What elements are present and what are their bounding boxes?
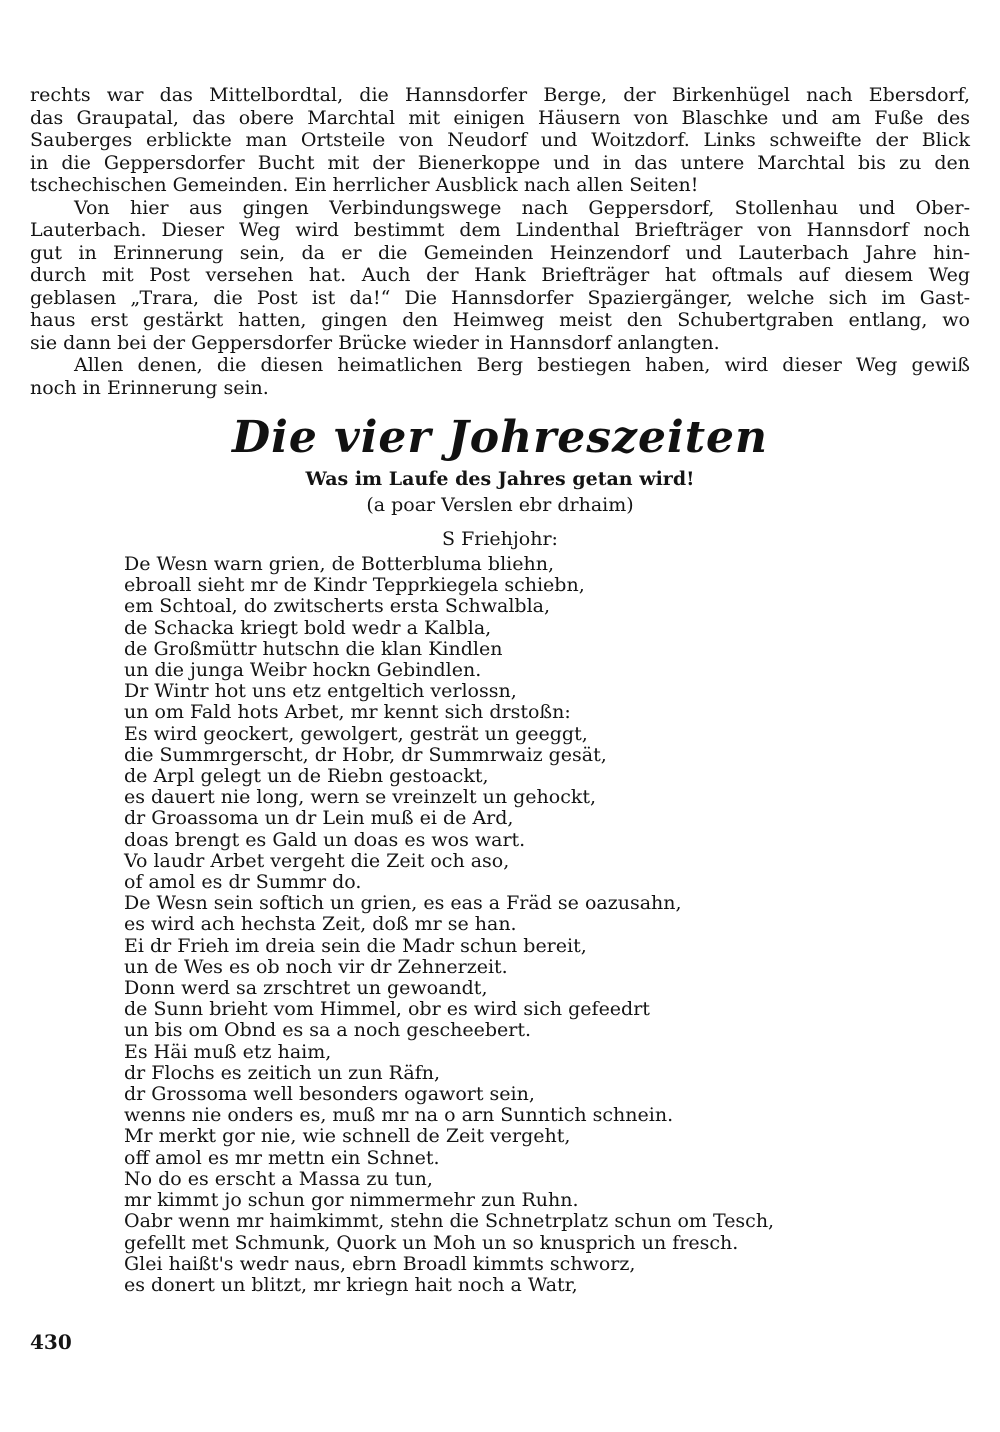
poem-line: Oabr wenn mr haimkimmt, stehn die Schnetrplatz schun om Tesch, bbox=[124, 1210, 775, 1233]
poem-line: De Wesn sein softich un grien, es eas a Fräd se oazusahn, bbox=[124, 892, 682, 915]
poem-line: Es Häi muß etz haim, bbox=[124, 1040, 332, 1063]
poem-line: wenns nie onders es, muß mr na o arn Sunntich schnein. bbox=[124, 1104, 674, 1127]
text-line: durch mit Post versehen hat. Auch der Hank Briefträger hat oftmals auf diesem Weg bbox=[30, 264, 970, 286]
poem-line: de Großmüttr hutschn die klan Kindlen bbox=[124, 637, 503, 660]
poem-title: Die vier Johreszeiten bbox=[231, 412, 769, 463]
paragraph-2 bbox=[30, 197, 970, 355]
poem-line: No do es erscht a Massa zu tun, bbox=[124, 1167, 433, 1190]
poem-line: dr Grossoma well besonders ogawort sein, bbox=[124, 1083, 535, 1106]
poem-line: es dauert nie long, wern se vreinzelt un gehockt, bbox=[124, 786, 597, 809]
poem-line: doas brengt es Gald un doas es wos wart. bbox=[124, 828, 526, 851]
poem-line: ebroall sieht mr de Kindr Tepprkiegela schiebn, bbox=[124, 574, 585, 597]
text-line: tschechischen Gemeinden. Ein herrlicher Ausblick nach allen Seiten! bbox=[30, 174, 699, 196]
poem-subtitle: Was im Laufe des Jahres getan wird! bbox=[305, 468, 695, 490]
poem-line: of amol es dr Summr do. bbox=[124, 871, 362, 894]
poem-line: un die junga Weibr hockn Gebindlen. bbox=[124, 659, 482, 682]
text-line: Allen denen, die diesen heimatlichen Berg bestiegen haben, wird dieser Weg gewiß bbox=[74, 354, 970, 376]
poem-line: De Wesn warn grien, de Botterbluma bliehn, bbox=[124, 553, 554, 575]
text-line: gut in Erinnerung sein, da er die Gemeinden Heinzendorf und Lauterbach Jahre hin- bbox=[30, 241, 970, 264]
poem-line: em Schtoal, do zwitscherts ersta Schwalbla, bbox=[124, 595, 551, 618]
text-line: haus erst gestärkt hatten, gingen den Heimweg meist den Schubertgraben entlang, wo bbox=[30, 309, 970, 331]
poem-line: Vo laudr Arbet vergeht die Zeit och aso, bbox=[124, 849, 510, 872]
poem-line: off amol es mr mettn ein Schnet. bbox=[124, 1146, 440, 1169]
text-line: rechts war das Mittelbordtal, die Hannsdorfer Berge, der Birkenhügel nach Ebersdorf, bbox=[30, 84, 970, 106]
poem-line: de Schacka kriegt bold wedr a Kalbla, bbox=[124, 616, 492, 639]
season-heading: S Friehjohr: bbox=[442, 528, 558, 550]
text-line: Lauterbach. Dieser Weg wird bestimmt dem Lindenthal Briefträger von Hannsdorf noch bbox=[30, 219, 970, 241]
poem-line: Donn werd sa zrschtret un gewoandt, bbox=[124, 977, 488, 1000]
poem-line: de Arpl gelegt un de Riebn gestoackt, bbox=[124, 765, 489, 788]
text-line: das Graupatal, das obere Marchtal mit einigen Häusern von Blaschke und am Fuße des bbox=[30, 106, 970, 129]
poem-line: de Sunn brieht vom Himmel, obr es wird sich gefeedrt bbox=[124, 998, 650, 1021]
text-line: noch in Erinnerung sein. bbox=[30, 376, 269, 399]
poem-line: die Summrgerscht, dr Hobr, dr Summrwaiz gesät, bbox=[124, 743, 607, 766]
poem-line: Mr merkt gor nie, wie schnell de Zeit vergeht, bbox=[124, 1125, 571, 1148]
paragraph-3 bbox=[30, 354, 970, 399]
text-line: in die Geppersdorfer Bucht mit der Bienerkoppe und in das untere Marchtal bis zu den bbox=[30, 151, 970, 174]
text-line: Von hier aus gingen Verbindungswege nach Geppersdorf, Stollenhau und Ober- bbox=[74, 196, 970, 219]
poem-line: Es wird geockert, gewolgert, gesträt un geeggt, bbox=[124, 722, 588, 745]
poem-line: gefellt met Schmunk, Quork un Moh un so knusprich un fresch. bbox=[124, 1231, 739, 1254]
prose-block bbox=[30, 84, 970, 399]
poem-line: es wird ach hechsta Zeit, doß mr se han. bbox=[124, 913, 517, 936]
text-line: Sauberges erblickte man Ortsteile von Neudorf und Woitzdorf. Links schweifte der Blick bbox=[30, 129, 970, 151]
paragraph-1 bbox=[30, 84, 970, 197]
poem-line: un bis om Obnd es sa a noch gescheebert. bbox=[124, 1019, 532, 1042]
poem-line: es donert un blitzt, mr kriegn hait noch a Watr, bbox=[124, 1273, 578, 1296]
text-line: geblasen „Trara, die Post ist da!“ Die Hannsdorfer Spaziergänger, welche sich im Gast- bbox=[30, 286, 970, 309]
poem-line: Glei haißt's wedr naus, ebrn Broadl kimmts schworz, bbox=[124, 1252, 636, 1275]
page-number: 430 bbox=[30, 1330, 72, 1354]
poem-line: Ei dr Frieh im dreia sein die Madr schun bereit, bbox=[124, 934, 587, 957]
poem-line: mr kimmt jo schun gor nimmermehr zun Ruhn. bbox=[124, 1189, 579, 1212]
poem-line: un om Fald hots Arbet, mr kennt sich drstoßn: bbox=[124, 701, 571, 724]
poem-line: un de Wes es ob noch vir dr Zehnerzeit. bbox=[124, 955, 508, 978]
poem-body bbox=[124, 554, 884, 1296]
text-line: sie dann bei der Geppersdorfer Brücke wieder in Hannsdorf anlangten. bbox=[30, 331, 720, 354]
poem-note: (a poar Verslen ebr drhaim) bbox=[366, 494, 634, 516]
poem-line: dr Groassoma un dr Lein muß ei de Ard, bbox=[124, 807, 514, 830]
poem-line: dr Flochs es zeitich un zun Räfn, bbox=[124, 1061, 441, 1084]
poem-line: Dr Wintr hot uns etz entgeltich verlossn, bbox=[124, 680, 517, 703]
